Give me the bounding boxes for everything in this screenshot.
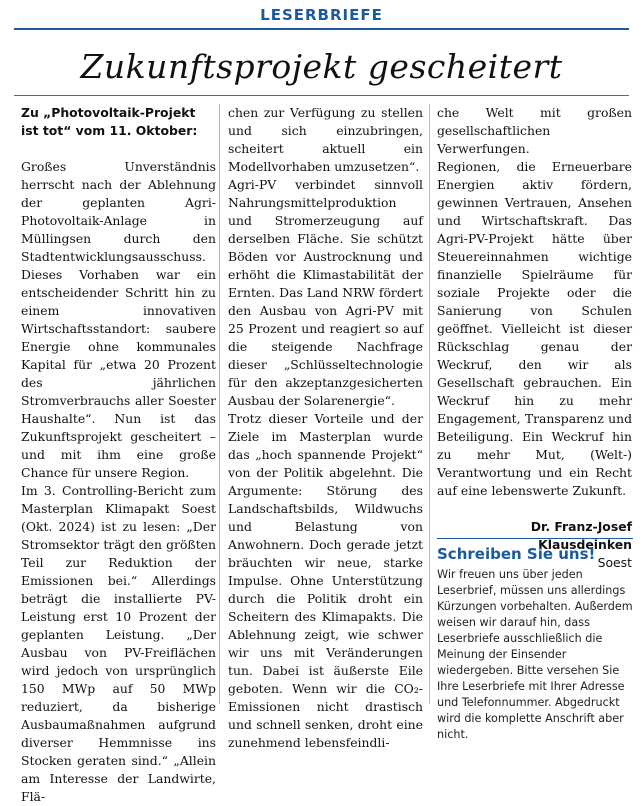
author-name: Dr. Franz-Josef Klausdeinken: [530, 519, 632, 552]
paragraph: Regionen, die Erneuerbare Energien aktiv fördern, gewinnen Vertrauen, Ansehen und Wirtschaftskraft. Das Agri-PV-Projekt hätte über Steuereinnahmen wichtige finanzielle Spielräume für soziale Projekte oder die Sanierung von Schulen geöffnet. Vielleicht ist dieser Rückschlag genau der Weckruf, den wir als Gesellschaft gebrauchen. Ein Weckruf hin zu mehr Engagement, Transparenz und Beteiligung. Ein Weckruf hin zu mehr Mut, (Welt-) Verantwortung und ein Recht auf eine lebenswerte Zukunft.: [437, 159, 632, 498]
paragraph: chen zur Verfügung zu stellen und sich einzubringen, scheitert aktuell ein Modellvorhaben umzusetzen“.: [228, 105, 423, 174]
section-label: LESERBRIEFE: [260, 6, 383, 24]
paragraph: Trotz dieser Vorteile und der Ziele im Masterplan wurde das „hoch spannende Projekt“ von der Politik abgelehnt. Die Argumente: Störung des Landschaftsbilds, Wildwuchs und Belastung von Anwohnern. Doch gerade jetzt bräuchten wir neue, starke Impulse. Ohne Unterstützung durch die Politik droht ein Scheitern des Klimapakts. Die Ablehnung zeigt, wie schwer wir uns mit Veränderungen tun. Dabei ist äußerste Eile geboten. Wenn wir die CO₂-Emissionen nicht drastisch und schnell senken, droht eine zunehmend lebensfeindli-: [228, 411, 423, 750]
column-divider: [429, 104, 430, 704]
headline-rule: [14, 95, 629, 96]
column-3: [437, 104, 632, 572]
headline: Zukunftsprojekt gescheitert: [80, 47, 563, 86]
column-1: [21, 104, 216, 806]
write-to-us-box: [437, 538, 633, 743]
box-title: Schreiben Sie uns!: [437, 545, 596, 563]
box-text: Wir freuen uns über jeden Leserbrief, müssen uns allerdings Kürzungen vorbehalten. Außerdem weisen wir darauf hin, dass Leserbriefe ausschließlich die Meinung der Einsender wiedergeben. Bitte versehen Sie Ihre Leserbriefe mit Ihrer Adresse und Telefonnummer. Abgedruckt wird die komplette Anschrift aber nicht.: [437, 568, 633, 741]
author-place: Soest: [597, 555, 632, 570]
box-rule: [437, 538, 633, 539]
section-rule: [14, 28, 629, 30]
paragraph: Agri-PV verbindet sinnvoll Nahrungsmittelproduktion und Stromerzeugung auf derselben Fläche. Sie schützt Böden vor Austrocknung und erhöht die Klimastabilität der Ernten. Das Land NRW fördert den Ausbau von Agri-PV mit 25 Prozent und reagiert so auf die steigende Nachfrage dieser „Schlüsseltechnologie für den akzeptanzgesicherten Ausbau der Solarenergie“.: [228, 177, 423, 408]
paragraph: che Welt mit großen gesellschaftlichen Verwerfungen.: [437, 105, 632, 156]
column-2: [228, 104, 423, 752]
letter-reference: Zu „Photovoltaik-Projekt ist tot“ vom 11. Oktober:: [21, 105, 198, 138]
paragraph: Großes Unverständnis herrscht nach der Ablehnung der geplanten Agri-Photovoltaik-Anlage in Müllingsen durch den Stadtentwicklungsausschuss. Dieses Vorhaben war ein entscheidender Schritt hin zu einem innovativen Wirtschaftsstandort: saubere Energie ohne kommunales Kapital für „etwa 20 Prozent des jährlichen Stromverbrauchs aller Soester Haushalte“. Nun ist das Zukunftsprojekt gescheitert – und mit ihm eine große Chance für unsere Region.: [21, 159, 216, 480]
paragraph: Im 3. Controlling-Bericht zum Masterplan Klimapakt Soest (Okt. 2024) ist zu lesen: „Der Stromsektor trägt den größten Teil zur Reduktion der Emissionen bei.“ Allerdings beträgt die installierte PV-Leistung erst 10 Prozent der geplanten Leistung. „Der Ausbau von PV-Freiflächen wird jedoch von ursprünglich 150 MWp auf 50 MWp reduziert, da bisherige Ausbaumaßnahmen aufgrund diverser Hemmnisse ins Stocken geraten sind.“ „Allein am Interesse der Landwirte, Flä-: [21, 483, 216, 804]
column-divider: [219, 104, 220, 704]
